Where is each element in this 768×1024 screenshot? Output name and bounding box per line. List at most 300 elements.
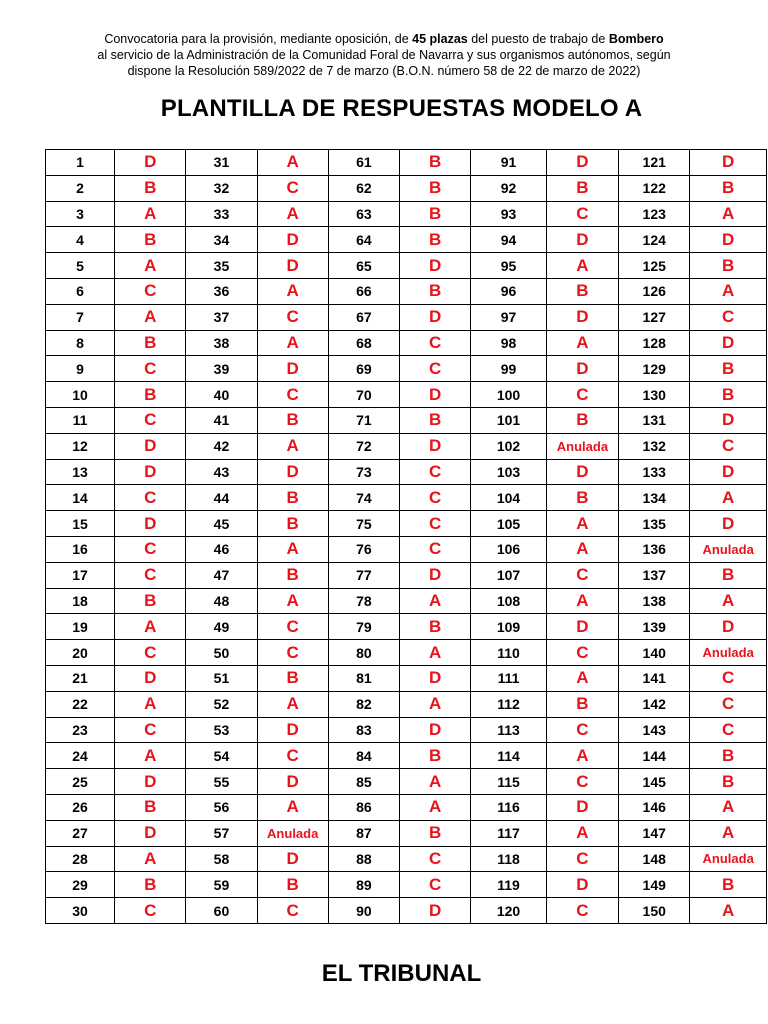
answer-cell: A bbox=[546, 511, 618, 537]
answer-cell: D bbox=[546, 304, 618, 330]
question-number: 78 bbox=[328, 588, 399, 614]
answer-cell: A bbox=[546, 665, 618, 691]
answer-cell: D bbox=[115, 459, 186, 485]
answer-cell: D bbox=[546, 227, 618, 253]
answer-table-body bbox=[46, 150, 767, 924]
answer-cell: C bbox=[546, 846, 618, 872]
question-number: 83 bbox=[328, 717, 399, 743]
question-number: 25 bbox=[46, 769, 115, 795]
answer-cell: C bbox=[546, 640, 618, 666]
question-number: 37 bbox=[186, 304, 257, 330]
question-number: 140 bbox=[619, 640, 690, 666]
question-number: 150 bbox=[619, 898, 690, 924]
question-number: 30 bbox=[46, 898, 115, 924]
question-number: 27 bbox=[46, 820, 115, 846]
answer-cell: D bbox=[257, 227, 328, 253]
question-number: 142 bbox=[619, 691, 690, 717]
answer-cell: D bbox=[400, 253, 471, 279]
table-row bbox=[46, 846, 767, 872]
question-number: 44 bbox=[186, 485, 257, 511]
question-number: 18 bbox=[46, 588, 115, 614]
answer-cell: B bbox=[690, 253, 767, 279]
question-number: 141 bbox=[619, 665, 690, 691]
answer-cell: A bbox=[690, 588, 767, 614]
question-number: 48 bbox=[186, 588, 257, 614]
question-number: 134 bbox=[619, 485, 690, 511]
answer-cell: D bbox=[400, 665, 471, 691]
question-number: 71 bbox=[328, 407, 399, 433]
question-number: 135 bbox=[619, 511, 690, 537]
question-number: 60 bbox=[186, 898, 257, 924]
answer-cell: B bbox=[257, 872, 328, 898]
question-number: 103 bbox=[471, 459, 547, 485]
question-number: 79 bbox=[328, 614, 399, 640]
answer-cell: B bbox=[115, 382, 186, 408]
question-number: 12 bbox=[46, 433, 115, 459]
answer-cell: C bbox=[115, 640, 186, 666]
question-number: 132 bbox=[619, 433, 690, 459]
question-number: 116 bbox=[471, 794, 547, 820]
answer-cell: C bbox=[546, 382, 618, 408]
answer-cell: C bbox=[400, 511, 471, 537]
question-number: 102 bbox=[471, 433, 547, 459]
answer-cell: A bbox=[115, 253, 186, 279]
table-row bbox=[46, 743, 767, 769]
question-number: 23 bbox=[46, 717, 115, 743]
question-number: 126 bbox=[619, 278, 690, 304]
table-row bbox=[46, 150, 767, 176]
question-number: 110 bbox=[471, 640, 547, 666]
answer-cell: D bbox=[257, 253, 328, 279]
question-number: 113 bbox=[471, 717, 547, 743]
question-number: 146 bbox=[619, 794, 690, 820]
question-number: 49 bbox=[186, 614, 257, 640]
answer-cell: B bbox=[400, 820, 471, 846]
call-header bbox=[0, 31, 768, 79]
question-number: 68 bbox=[328, 330, 399, 356]
answer-cell: A bbox=[115, 691, 186, 717]
table-row bbox=[46, 356, 767, 382]
answer-cell: D bbox=[115, 150, 186, 176]
question-number: 101 bbox=[471, 407, 547, 433]
answer-cell: A bbox=[546, 820, 618, 846]
question-number: 118 bbox=[471, 846, 547, 872]
question-number: 80 bbox=[328, 640, 399, 666]
question-number: 32 bbox=[186, 175, 257, 201]
question-number: 143 bbox=[619, 717, 690, 743]
question-number: 147 bbox=[619, 820, 690, 846]
question-number: 111 bbox=[471, 665, 547, 691]
question-number: 24 bbox=[46, 743, 115, 769]
answer-cell: A bbox=[690, 278, 767, 304]
question-number: 93 bbox=[471, 201, 547, 227]
question-number: 4 bbox=[46, 227, 115, 253]
answer-cell: C bbox=[115, 898, 186, 924]
answer-cell: B bbox=[690, 382, 767, 408]
answer-cell: A bbox=[257, 278, 328, 304]
answer-cell: D bbox=[400, 304, 471, 330]
question-number: 58 bbox=[186, 846, 257, 872]
question-number: 10 bbox=[46, 382, 115, 408]
answer-cell: C bbox=[690, 691, 767, 717]
question-number: 88 bbox=[328, 846, 399, 872]
answer-cell: C bbox=[115, 278, 186, 304]
question-number: 50 bbox=[186, 640, 257, 666]
question-number: 47 bbox=[186, 562, 257, 588]
answer-cell: C bbox=[546, 717, 618, 743]
answer-cell: D bbox=[546, 356, 618, 382]
answer-cell: B bbox=[690, 356, 767, 382]
table-row bbox=[46, 872, 767, 898]
table-row bbox=[46, 536, 767, 562]
question-number: 70 bbox=[328, 382, 399, 408]
answer-cell: D bbox=[257, 846, 328, 872]
answer-cell: B bbox=[690, 872, 767, 898]
question-number: 66 bbox=[328, 278, 399, 304]
answer-cell: D bbox=[546, 794, 618, 820]
question-number: 45 bbox=[186, 511, 257, 537]
question-number: 3 bbox=[46, 201, 115, 227]
question-number: 53 bbox=[186, 717, 257, 743]
question-number: 117 bbox=[471, 820, 547, 846]
question-number: 16 bbox=[46, 536, 115, 562]
table-row bbox=[46, 278, 767, 304]
answer-cell: A bbox=[115, 304, 186, 330]
header-line-2: al servicio de la Administración de la Comunidad Foral de Navarra y sus organismos autónomos, según bbox=[97, 48, 671, 62]
question-number: 148 bbox=[619, 846, 690, 872]
question-number: 20 bbox=[46, 640, 115, 666]
question-number: 87 bbox=[328, 820, 399, 846]
question-number: 56 bbox=[186, 794, 257, 820]
answer-cell: D bbox=[257, 769, 328, 795]
answer-cell: D bbox=[115, 511, 186, 537]
header-line-3: dispone la Resolución 589/2022 de 7 de marzo (B.O.N. número 58 de 22 de marzo de 2022) bbox=[127, 64, 641, 78]
answer-cell: C bbox=[400, 459, 471, 485]
table-row bbox=[46, 330, 767, 356]
question-number: 95 bbox=[471, 253, 547, 279]
answer-cell: A bbox=[115, 846, 186, 872]
question-number: 29 bbox=[46, 872, 115, 898]
table-row bbox=[46, 511, 767, 537]
question-number: 54 bbox=[186, 743, 257, 769]
question-number: 96 bbox=[471, 278, 547, 304]
answer-cell: D bbox=[690, 614, 767, 640]
header-text: del puesto de trabajo de bbox=[467, 32, 609, 46]
answer-cell: D bbox=[546, 872, 618, 898]
answer-cell: A bbox=[400, 640, 471, 666]
answer-cell: B bbox=[257, 485, 328, 511]
answer-cell: C bbox=[257, 898, 328, 924]
question-number: 122 bbox=[619, 175, 690, 201]
question-number: 35 bbox=[186, 253, 257, 279]
question-number: 121 bbox=[619, 150, 690, 176]
answer-cell: C bbox=[257, 304, 328, 330]
answer-cell: B bbox=[546, 691, 618, 717]
answer-cell: A bbox=[546, 743, 618, 769]
answer-cell: B bbox=[546, 278, 618, 304]
answer-cell: A bbox=[546, 330, 618, 356]
answer-cell: B bbox=[400, 150, 471, 176]
page-title: PLANTILLA DE RESPUESTAS MODELO A bbox=[160, 95, 643, 122]
question-number: 61 bbox=[328, 150, 399, 176]
answer-cell: B bbox=[690, 175, 767, 201]
answer-cell: A bbox=[546, 588, 618, 614]
table-row bbox=[46, 691, 767, 717]
table-row bbox=[46, 588, 767, 614]
question-number: 64 bbox=[328, 227, 399, 253]
answer-cell: A bbox=[257, 150, 328, 176]
answer-cell: A bbox=[690, 820, 767, 846]
answer-table bbox=[45, 149, 767, 924]
question-number: 77 bbox=[328, 562, 399, 588]
answer-cell: A bbox=[400, 588, 471, 614]
question-number: 105 bbox=[471, 511, 547, 537]
answer-cell: A bbox=[115, 201, 186, 227]
answer-cell: B bbox=[115, 227, 186, 253]
answer-cell: C bbox=[257, 743, 328, 769]
answer-cell: B bbox=[400, 743, 471, 769]
answer-cell: C bbox=[115, 536, 186, 562]
question-number: 120 bbox=[471, 898, 547, 924]
question-number: 84 bbox=[328, 743, 399, 769]
answer-cell: C bbox=[546, 769, 618, 795]
table-row bbox=[46, 485, 767, 511]
answer-cell: A bbox=[257, 588, 328, 614]
answer-cell: A bbox=[257, 536, 328, 562]
question-number: 38 bbox=[186, 330, 257, 356]
answer-cell: C bbox=[546, 201, 618, 227]
table-row bbox=[46, 433, 767, 459]
question-number: 1 bbox=[46, 150, 115, 176]
question-number: 75 bbox=[328, 511, 399, 537]
answer-cell: C bbox=[257, 175, 328, 201]
question-number: 17 bbox=[46, 562, 115, 588]
answer-cell: B bbox=[400, 614, 471, 640]
answer-cell: D bbox=[400, 898, 471, 924]
question-number: 22 bbox=[46, 691, 115, 717]
question-number: 138 bbox=[619, 588, 690, 614]
answer-cell: D bbox=[690, 330, 767, 356]
answer-cell: D bbox=[115, 433, 186, 459]
question-number: 65 bbox=[328, 253, 399, 279]
answer-cell: B bbox=[115, 794, 186, 820]
question-number: 19 bbox=[46, 614, 115, 640]
table-row bbox=[46, 665, 767, 691]
question-number: 55 bbox=[186, 769, 257, 795]
question-number: 98 bbox=[471, 330, 547, 356]
question-number: 133 bbox=[619, 459, 690, 485]
question-number: 100 bbox=[471, 382, 547, 408]
question-number: 2 bbox=[46, 175, 115, 201]
question-number: 119 bbox=[471, 872, 547, 898]
question-number: 104 bbox=[471, 485, 547, 511]
footer-signature: EL TRIBUNAL bbox=[321, 960, 482, 987]
answer-cell: B bbox=[546, 407, 618, 433]
answer-cell: D bbox=[690, 227, 767, 253]
answer-cell: C bbox=[546, 898, 618, 924]
question-number: 40 bbox=[186, 382, 257, 408]
answer-cell: B bbox=[257, 562, 328, 588]
answer-cell: A bbox=[115, 614, 186, 640]
answer-cell: B bbox=[690, 562, 767, 588]
question-number: 76 bbox=[328, 536, 399, 562]
question-number: 137 bbox=[619, 562, 690, 588]
answer-cell: A bbox=[257, 201, 328, 227]
answer-cell: D bbox=[115, 665, 186, 691]
answer-cell: A bbox=[257, 691, 328, 717]
question-number: 73 bbox=[328, 459, 399, 485]
table-row bbox=[46, 459, 767, 485]
question-number: 130 bbox=[619, 382, 690, 408]
answer-cell: C bbox=[400, 846, 471, 872]
question-number: 107 bbox=[471, 562, 547, 588]
answer-cell: D bbox=[400, 562, 471, 588]
answer-cell: D bbox=[690, 150, 767, 176]
answer-cell: C bbox=[400, 330, 471, 356]
question-number: 33 bbox=[186, 201, 257, 227]
table-row bbox=[46, 253, 767, 279]
question-number: 63 bbox=[328, 201, 399, 227]
question-number: 144 bbox=[619, 743, 690, 769]
table-row bbox=[46, 769, 767, 795]
answer-cell: A bbox=[400, 691, 471, 717]
question-number: 5 bbox=[46, 253, 115, 279]
question-number: 85 bbox=[328, 769, 399, 795]
answer-cell: A bbox=[115, 743, 186, 769]
question-number: 125 bbox=[619, 253, 690, 279]
answer-cell: B bbox=[115, 175, 186, 201]
answer-cell: B bbox=[400, 227, 471, 253]
question-number: 42 bbox=[186, 433, 257, 459]
table-row bbox=[46, 201, 767, 227]
table-row bbox=[46, 717, 767, 743]
question-number: 36 bbox=[186, 278, 257, 304]
question-number: 145 bbox=[619, 769, 690, 795]
question-number: 6 bbox=[46, 278, 115, 304]
answer-cell: D bbox=[400, 433, 471, 459]
answer-cell: Anulada bbox=[546, 433, 618, 459]
answer-cell: C bbox=[546, 562, 618, 588]
answer-cell: D bbox=[115, 820, 186, 846]
question-number: 39 bbox=[186, 356, 257, 382]
answer-cell: A bbox=[690, 898, 767, 924]
question-number: 149 bbox=[619, 872, 690, 898]
question-number: 13 bbox=[46, 459, 115, 485]
answer-cell: B bbox=[115, 588, 186, 614]
answer-cell: C bbox=[257, 640, 328, 666]
answer-cell: A bbox=[546, 536, 618, 562]
table-row bbox=[46, 898, 767, 924]
answer-cell: B bbox=[257, 511, 328, 537]
question-number: 112 bbox=[471, 691, 547, 717]
answer-cell: A bbox=[690, 201, 767, 227]
answer-cell: C bbox=[115, 562, 186, 588]
table-row bbox=[46, 227, 767, 253]
answer-cell: B bbox=[257, 665, 328, 691]
question-number: 7 bbox=[46, 304, 115, 330]
question-number: 8 bbox=[46, 330, 115, 356]
answer-cell: D bbox=[690, 459, 767, 485]
question-number: 82 bbox=[328, 691, 399, 717]
question-number: 109 bbox=[471, 614, 547, 640]
question-number: 115 bbox=[471, 769, 547, 795]
answer-cell: A bbox=[257, 433, 328, 459]
question-number: 86 bbox=[328, 794, 399, 820]
answer-cell: B bbox=[400, 201, 471, 227]
answer-cell: A bbox=[257, 794, 328, 820]
answer-cell: B bbox=[115, 872, 186, 898]
question-number: 123 bbox=[619, 201, 690, 227]
table-row bbox=[46, 407, 767, 433]
question-number: 57 bbox=[186, 820, 257, 846]
question-number: 94 bbox=[471, 227, 547, 253]
answer-cell: C bbox=[257, 614, 328, 640]
header-text: Convocatoria para la provisión, mediante oposición, de bbox=[104, 32, 413, 46]
answer-cell: Anulada bbox=[690, 536, 767, 562]
table-row bbox=[46, 614, 767, 640]
answer-cell: A bbox=[690, 485, 767, 511]
answer-cell: B bbox=[400, 278, 471, 304]
question-number: 124 bbox=[619, 227, 690, 253]
question-number: 31 bbox=[186, 150, 257, 176]
question-number: 139 bbox=[619, 614, 690, 640]
question-number: 74 bbox=[328, 485, 399, 511]
answer-cell: D bbox=[257, 356, 328, 382]
question-number: 46 bbox=[186, 536, 257, 562]
answer-cell: C bbox=[400, 872, 471, 898]
answer-cell: A bbox=[400, 769, 471, 795]
answer-cell: C bbox=[400, 485, 471, 511]
answer-cell: B bbox=[690, 743, 767, 769]
question-number: 90 bbox=[328, 898, 399, 924]
question-number: 9 bbox=[46, 356, 115, 382]
answer-cell: C bbox=[115, 717, 186, 743]
question-number: 26 bbox=[46, 794, 115, 820]
table-row bbox=[46, 640, 767, 666]
answer-cell: A bbox=[690, 794, 767, 820]
table-row bbox=[46, 304, 767, 330]
question-number: 91 bbox=[471, 150, 547, 176]
question-number: 108 bbox=[471, 588, 547, 614]
answer-cell: C bbox=[400, 536, 471, 562]
question-number: 34 bbox=[186, 227, 257, 253]
question-number: 106 bbox=[471, 536, 547, 562]
answer-cell: Anulada bbox=[690, 846, 767, 872]
answer-cell: C bbox=[690, 717, 767, 743]
question-number: 11 bbox=[46, 407, 115, 433]
answer-cell: A bbox=[257, 330, 328, 356]
question-number: 72 bbox=[328, 433, 399, 459]
answer-cell: A bbox=[546, 253, 618, 279]
answer-cell: C bbox=[115, 485, 186, 511]
answer-cell: Anulada bbox=[257, 820, 328, 846]
question-number: 129 bbox=[619, 356, 690, 382]
question-number: 131 bbox=[619, 407, 690, 433]
answer-cell: C bbox=[690, 665, 767, 691]
answer-cell: C bbox=[115, 407, 186, 433]
answer-cell: D bbox=[546, 614, 618, 640]
answer-cell: B bbox=[546, 175, 618, 201]
question-number: 62 bbox=[328, 175, 399, 201]
table-row bbox=[46, 562, 767, 588]
question-number: 14 bbox=[46, 485, 115, 511]
answer-cell: D bbox=[400, 382, 471, 408]
answer-cell: D bbox=[257, 459, 328, 485]
question-number: 89 bbox=[328, 872, 399, 898]
answer-cell: D bbox=[400, 717, 471, 743]
question-number: 127 bbox=[619, 304, 690, 330]
header-line-1 bbox=[0, 31, 768, 47]
